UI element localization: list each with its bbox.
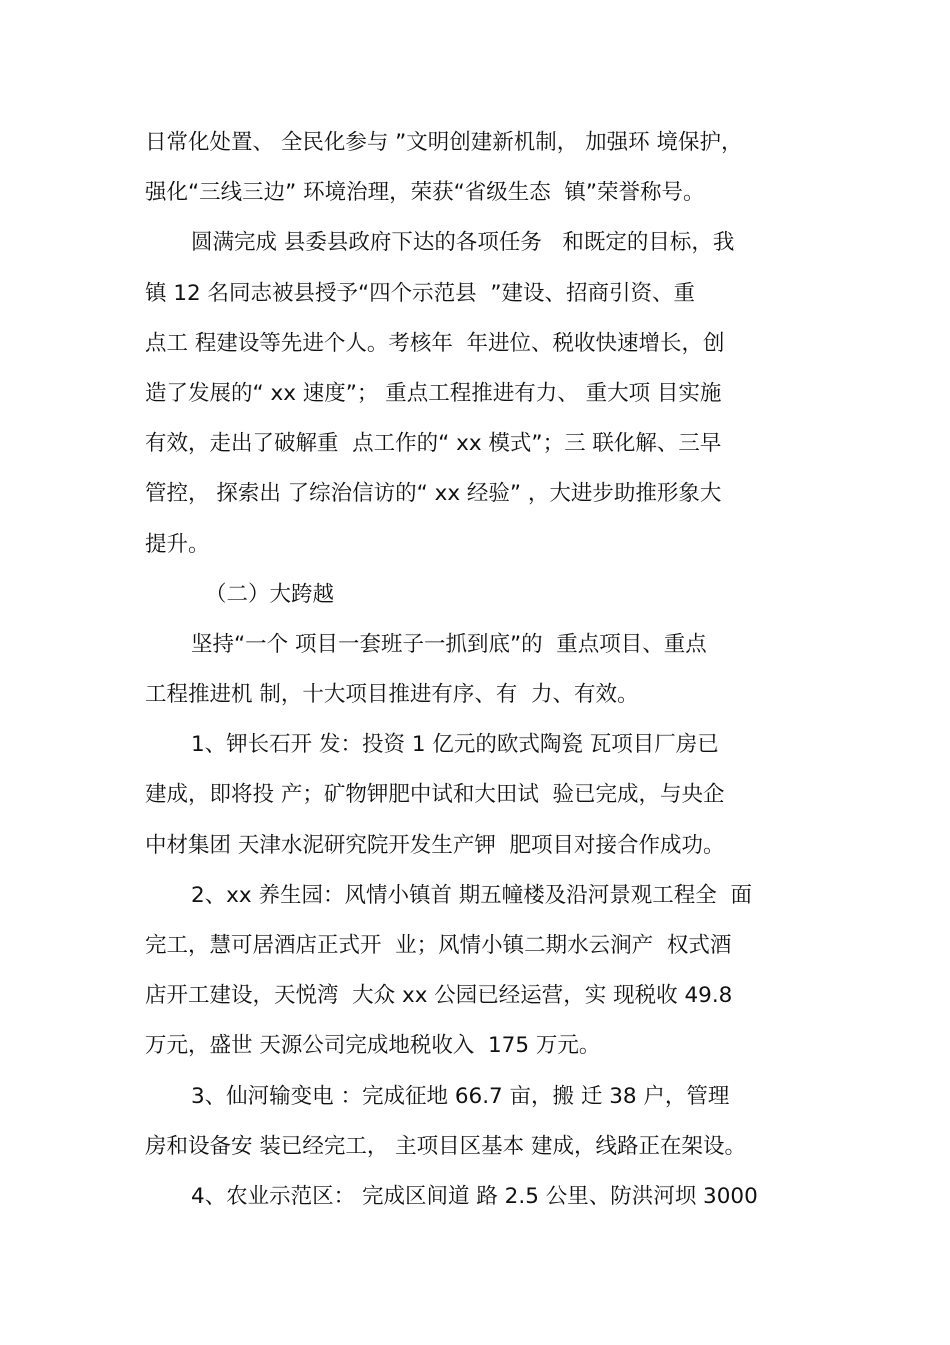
text-line-7: 有效，走出了破解重 点工作的“ xx 模式”；三 联化解、三早 <box>145 431 722 457</box>
section-heading: （二）大跨越 <box>205 581 335 607</box>
text-line-13: 1、钾长石开 发：投资 1 亿元的欧式陶瓷 瓦项目厂房已 <box>191 732 719 758</box>
text-line-5: 点工 程建设等先进个人。考核年 年进位、税收快速增长，创 <box>145 330 725 356</box>
text-line-17: 完工，慧可居酒店正式开 业；风情小镇二期水云涧产 权式酒 <box>145 933 732 958</box>
text-line-18: 店开工建设，天悦湾 大众 xx 公园已经运营，实 现税收 49.8 <box>145 983 733 1009</box>
text-line-6: 造了发展的“ xx 速度”； 重点工程推进有力、 重大项 目实施 <box>145 380 722 406</box>
text-line-22: 4、农业示范区： 完成区间道 路 2.5 公里、防洪河坝 3000 <box>191 1183 758 1209</box>
text-line-21: 房和设备安 装已经完工， 主项目区基本 建成，线路正在架设。 <box>145 1133 747 1159</box>
text-line-8: 管控， 探索出 了综治信访的“ xx 经验” ，大进步助推形象大 <box>145 481 722 507</box>
text-line-19: 万元，盛世 天源公司完成地税收入 175 万元。 <box>145 1033 601 1059</box>
text-line-2: 强化“三线三边” 环境治理，荣获“省级生态 镇”荣誉称号。 <box>145 180 705 206</box>
text-line-3: 圆满完成 县委县政府下达的各项任务 和既定的目标，我 <box>191 230 735 256</box>
text-line-1: 日常化处置、 全民化参与 ”文明创建新机制， 加强环 境保护， <box>145 130 743 155</box>
text-line-12: 工程推进机 制，十大项目推进有序、有 力、有效。 <box>145 682 639 708</box>
text-line-16: 2、xx 养生园：风情小镇首 期五幢楼及沿河景观工程全 面 <box>191 882 752 908</box>
text-line-15: 中材集团 天津水泥研究院开发生产钾 肥项目对接合作成功。 <box>145 832 725 858</box>
text-line-11: 坚持“一个 项目一套班子一抓到底”的 重点项目、重点 <box>191 631 707 657</box>
text-line-4: 镇 12 名同志被县授予“四个示范县 ”建设、招商引资、重 <box>145 280 695 306</box>
text-line-20: 3、仙河输变电 ：完成征地 66.7 亩，搬 迁 38 户，管理 <box>191 1083 730 1109</box>
text-line-9: 提升。 <box>145 531 210 557</box>
text-line-14: 建成，即将投 产；矿物钾肥中试和大田试 验已完成，与央企 <box>145 782 725 808</box>
document-body <box>145 118 815 1222</box>
